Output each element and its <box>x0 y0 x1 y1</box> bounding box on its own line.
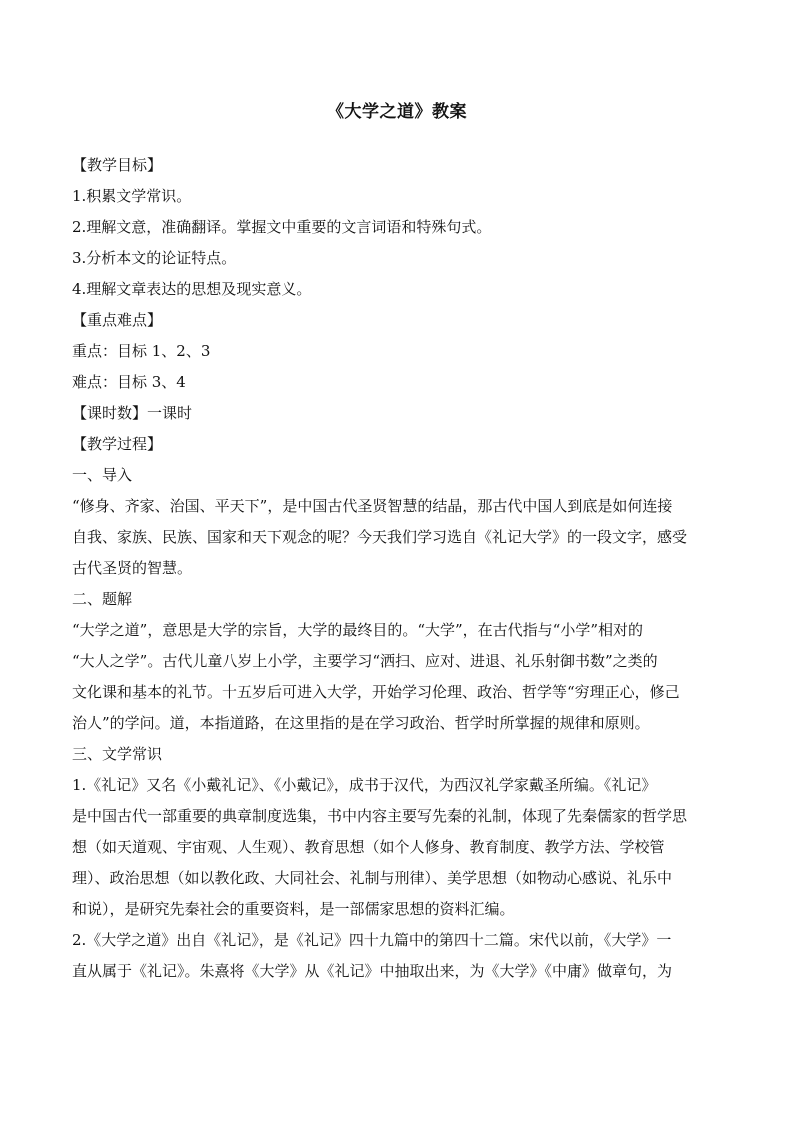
key-points: 重点：目标 1、2、3 <box>72 342 211 360</box>
paragraph-line: 治人”的学问。道，本指道路，在这里指的是在学习政治、哲学时所掌握的规律和原则。 <box>72 714 650 732</box>
section-heading-intro: 一、导入 <box>72 466 133 484</box>
goal-item: 1.积累文学常识。 <box>72 187 192 205</box>
literary-knowledge-paragraph-2 <box>72 925 722 987</box>
goal-item: 4.理解文章表达的思想及现实意义。 <box>72 280 312 298</box>
paragraph-line: 直从属于《礼记》。朱熹将《大学》从《礼记》中抽取出来，为《大学》《中庸》做章句，为 <box>72 962 673 980</box>
paragraph-line: 是中国古代一部重要的典章制度选集，书中内容主要写先秦的礼制，体现了先秦儒家的哲学思 <box>72 807 688 825</box>
section-heading-literary-knowledge: 三、文学常识 <box>72 745 163 763</box>
key-heading: 【重点难点】 <box>72 311 163 329</box>
intro-paragraph <box>72 491 722 584</box>
paragraph-line: 1.《礼记》又名《小戴礼记》、《小戴记》，成书于汉代，为西汉礼学家戴圣所编。《礼记》 <box>72 776 657 794</box>
paragraph-line: “修身、齐家、治国、平天下”，是中国古代圣贤智慧的结晶，那古代中国人到底是如何连接 <box>72 497 673 515</box>
paragraph-line: 自我、家族、民族、国家和天下观念的呢？今天我们学习选自《礼记大学》的一段文字，感受 <box>72 528 688 546</box>
goal-item: 3.分析本文的论证特点。 <box>72 249 237 267</box>
class-hours: 【课时数】一课时 <box>72 404 193 422</box>
paragraph-line: “大学之道”，意思是大学的宗旨，大学的最终目的。“大学”，在古代指与“小学”相对的 <box>72 621 644 639</box>
title-explanation-paragraph <box>72 615 722 739</box>
document-page <box>72 100 722 987</box>
paragraph-line: 理）、政治思想（如以教化政、大同社会、礼制与刑律）、美学思想（如物动心感说、礼乐中 <box>72 869 673 887</box>
paragraph-line: 和说），是研究先秦社会的重要资料，是一部儒家思想的资料汇编。 <box>72 900 515 918</box>
paragraph-line: “大人之学”。古代儿童八岁上小学，主要学习“洒扫、应对、进退、礼乐射御书数”之类的 <box>72 652 658 670</box>
paragraph-line: 2.《大学之道》出自《礼记》，是《礼记》四十九篇中的第四十二篇。宋代以前，《大学》一 <box>72 931 672 949</box>
process-heading: 【教学过程】 <box>72 435 163 453</box>
section-heading-title-explanation: 二、题解 <box>72 590 133 608</box>
paragraph-line: 想（如天道观、宇宙观、人生观）、教育思想（如个人修身、教育制度、教学方法、学校管 <box>72 838 665 856</box>
literary-knowledge-paragraph-1 <box>72 770 722 925</box>
difficult-points: 难点：目标 3、4 <box>72 373 186 391</box>
paragraph-line: 文化课和基本的礼节。十五岁后可进入大学，开始学习伦理、政治、哲学等“穷理正心，修己 <box>72 683 680 701</box>
goals-heading: 【教学目标】 <box>72 156 163 174</box>
document-title: 《大学之道》教案 <box>327 102 467 122</box>
goal-item: 2.理解文意，准确翻译。掌握文中重要的文言词语和特殊句式。 <box>72 218 492 236</box>
paragraph-line: 古代圣贤的智慧。 <box>72 559 193 577</box>
